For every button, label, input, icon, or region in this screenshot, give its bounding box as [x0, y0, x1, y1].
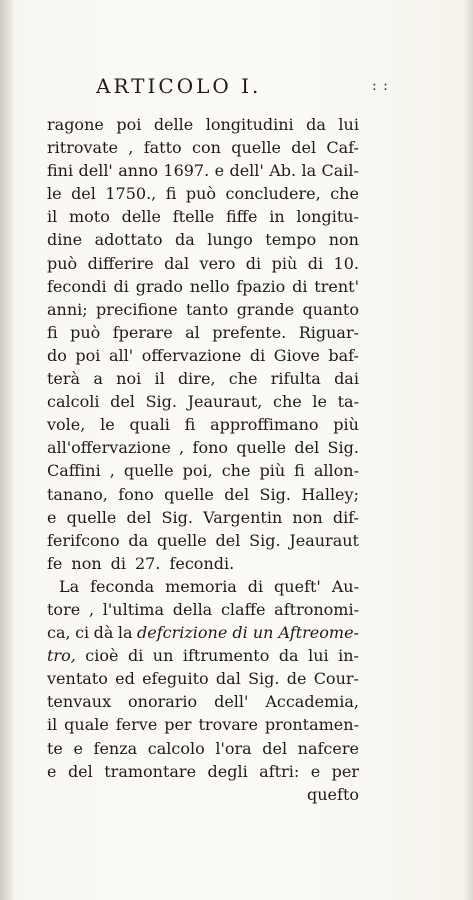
word: Ab.	[269, 161, 297, 181]
word: del	[224, 484, 250, 504]
word: più	[333, 415, 359, 435]
word: dal	[164, 253, 190, 273]
text-line	[47, 459, 359, 482]
word: la	[301, 161, 317, 181]
text-line	[47, 228, 359, 251]
word: vero	[199, 253, 236, 273]
word: ,	[88, 599, 95, 619]
word: fi	[294, 461, 305, 481]
word: longitudini	[205, 115, 294, 134]
word: lui	[308, 646, 329, 666]
word: trovare	[198, 715, 258, 735]
word: può	[47, 253, 78, 273]
word: il	[47, 715, 58, 735]
word: delle	[153, 115, 194, 134]
word: nello	[189, 276, 230, 296]
word: all'offervazione	[47, 438, 171, 458]
word: Au-	[331, 576, 359, 596]
word: ci	[75, 623, 90, 643]
page-gutter-shadow	[0, 0, 14, 900]
word: fiffe	[226, 207, 258, 227]
word: del	[294, 438, 320, 458]
word: fe	[47, 553, 63, 573]
word: delle	[121, 207, 161, 227]
word: grado	[135, 276, 184, 296]
word: approffimano	[210, 415, 319, 435]
word: può	[70, 322, 101, 342]
word: Halley;	[301, 484, 359, 504]
word: baf-	[328, 345, 359, 365]
word: noi	[116, 369, 142, 389]
word: Sig.	[248, 669, 280, 689]
text-line	[47, 390, 359, 413]
word: dal	[215, 669, 241, 689]
word: calcolo	[147, 738, 205, 758]
word: le	[47, 184, 62, 204]
word: fatto	[143, 138, 182, 158]
catchword-line	[47, 783, 359, 806]
word: fenza	[93, 738, 138, 758]
word: dif-	[332, 507, 359, 527]
word: Sig.	[145, 392, 177, 412]
word: dà	[93, 623, 114, 643]
word: do	[47, 345, 67, 365]
word: longitu-	[296, 207, 359, 227]
word: e	[214, 161, 225, 181]
word: da	[174, 230, 195, 250]
word: quanto	[302, 299, 359, 319]
word: ritrovate	[47, 138, 118, 158]
word: non	[71, 553, 102, 573]
word: e	[73, 738, 83, 758]
word: tenvaux	[47, 692, 112, 712]
word: del	[291, 138, 317, 158]
word: fecondi	[47, 276, 107, 296]
catchword: quefto	[307, 784, 359, 804]
word: poi,	[182, 461, 213, 481]
word: più	[271, 253, 298, 273]
text-line	[47, 436, 359, 459]
word: lungo	[207, 230, 253, 250]
word: di	[113, 276, 129, 296]
word: quale	[64, 715, 109, 735]
word: lui	[338, 115, 359, 134]
word: prontamen-	[264, 715, 359, 735]
word: a	[93, 369, 103, 389]
word: Sig.	[327, 438, 359, 458]
word: terà	[47, 369, 81, 389]
word: che	[330, 184, 359, 204]
word: queft'	[274, 576, 321, 596]
text-line	[47, 506, 359, 529]
text-line	[47, 667, 359, 690]
word: La	[59, 576, 80, 596]
word: vole,	[47, 415, 86, 435]
word: calcoli	[47, 392, 100, 412]
word: e	[47, 761, 57, 781]
word: quelle	[164, 484, 214, 504]
word: ,	[109, 461, 115, 481]
word: Accademia,	[265, 692, 359, 712]
word: claffe	[220, 599, 266, 619]
word: quali	[129, 415, 170, 435]
word: per	[331, 761, 359, 781]
word: poi	[116, 115, 142, 134]
word: adottato	[94, 230, 163, 250]
text-line	[47, 182, 359, 205]
word: fono	[118, 484, 154, 504]
word: del	[126, 507, 152, 527]
word: ed	[115, 669, 135, 689]
word: non	[328, 230, 359, 250]
text-line	[47, 413, 359, 436]
text-line	[47, 575, 359, 598]
word: da	[128, 530, 149, 550]
word: del	[262, 738, 288, 758]
word: in	[269, 207, 285, 227]
word: fecondi.	[169, 553, 235, 573]
word: fono	[192, 438, 229, 458]
word: anno	[118, 161, 158, 181]
word: per	[164, 715, 192, 735]
word: di	[307, 253, 324, 273]
word: non	[292, 507, 323, 527]
text-line	[47, 113, 359, 136]
word: può	[185, 184, 217, 204]
text-line	[47, 321, 359, 344]
word: di	[292, 276, 308, 296]
word: di	[245, 253, 262, 273]
corner-marks: : :	[372, 78, 389, 94]
word: ta-	[337, 392, 359, 412]
word: Giove	[273, 345, 320, 365]
word: il	[47, 207, 58, 227]
text-line	[47, 159, 359, 182]
word: l'ora	[215, 738, 252, 758]
word: di	[110, 553, 126, 573]
word: feconda	[90, 576, 155, 596]
word: aftri:	[259, 761, 300, 781]
word: quelle	[156, 530, 207, 550]
word: tanto	[185, 299, 229, 319]
word: Caffini	[47, 461, 101, 481]
word: Cail-	[321, 161, 359, 181]
word: di	[247, 576, 264, 596]
word: all'	[108, 345, 134, 365]
word: quelle	[236, 438, 287, 458]
word: la	[117, 623, 133, 643]
word: dell'	[78, 161, 113, 181]
word: più	[259, 461, 286, 481]
word: nafcere	[297, 738, 359, 758]
word: concludere,	[225, 184, 321, 204]
word: offervazione	[141, 345, 242, 365]
word: le	[100, 415, 115, 435]
word: trent'	[314, 276, 359, 296]
word: dell'	[229, 161, 264, 181]
word: dire,	[177, 369, 216, 389]
word: fpazio	[236, 276, 286, 296]
page-edge-shadow	[463, 0, 473, 900]
word: de	[286, 669, 307, 689]
word: del	[110, 392, 135, 412]
word: dine	[47, 230, 83, 250]
word: e	[47, 507, 57, 527]
word: ftelle	[172, 207, 215, 227]
word: del	[215, 530, 241, 550]
paragraph-2	[47, 575, 359, 783]
running-head: ARTICOLO I.	[96, 74, 262, 98]
word: allon-	[313, 461, 359, 481]
body-text	[47, 113, 359, 806]
word: di	[127, 646, 144, 666]
word: fi	[184, 415, 196, 435]
word: te	[47, 738, 63, 758]
word: aftronomi-	[274, 599, 359, 619]
word: quelle	[123, 461, 174, 481]
text-line	[47, 252, 359, 275]
word: fi	[165, 184, 177, 204]
word: Sig.	[161, 507, 193, 527]
text-line	[47, 690, 359, 713]
word: le	[312, 392, 327, 412]
word: 10.	[333, 253, 359, 273]
word: memoria	[165, 576, 237, 596]
word: degli	[207, 761, 248, 781]
word: il	[154, 369, 165, 389]
word: ferifcono	[47, 530, 120, 550]
word: del	[71, 184, 96, 204]
word: precifione	[96, 299, 178, 319]
text-line	[47, 298, 359, 321]
word: Vargentin	[203, 507, 283, 527]
word: che	[228, 369, 258, 389]
word: ,	[179, 438, 185, 458]
text-line	[47, 205, 359, 228]
text-line	[47, 483, 359, 506]
word: defcrizione di un Aftreome-	[136, 623, 359, 643]
word: un	[152, 646, 174, 666]
word: da	[278, 646, 299, 666]
word: dai	[334, 369, 359, 389]
word: quelle	[231, 138, 281, 158]
text-line	[47, 529, 359, 552]
word: con	[191, 138, 221, 158]
text-line	[47, 136, 359, 159]
text-line	[47, 598, 359, 621]
word: 27.	[135, 553, 161, 573]
word: Jeauraut	[289, 530, 359, 550]
word: di	[249, 345, 266, 365]
word: tramontare	[104, 761, 197, 781]
word: ragone	[47, 115, 104, 134]
word: anni;	[47, 299, 88, 319]
text-line	[47, 344, 359, 367]
word: prefente.	[212, 322, 287, 342]
text-line	[47, 644, 359, 667]
word: efeguito	[142, 669, 209, 689]
text-line	[47, 621, 359, 644]
word: ferve	[115, 715, 158, 735]
word: 1697.	[163, 161, 210, 181]
word: cioè	[85, 646, 119, 666]
word: in-	[338, 646, 359, 666]
word: tempo	[265, 230, 317, 250]
word: Riguar-	[298, 322, 359, 342]
word: da	[306, 115, 326, 134]
word: poi	[75, 345, 101, 365]
word: della	[172, 599, 213, 619]
word: tanano,	[47, 484, 108, 504]
word: tore	[47, 599, 81, 619]
word: al	[185, 322, 200, 342]
word: Cour-	[313, 669, 359, 689]
word: ventato	[47, 669, 108, 689]
word: che	[272, 392, 302, 412]
word: Jeauraut,	[187, 392, 263, 412]
word: del	[67, 761, 93, 781]
word: dell'	[214, 692, 249, 712]
word: onorario	[128, 692, 198, 712]
word: tro,	[47, 646, 76, 666]
word: fperare	[112, 322, 173, 342]
word: ,	[128, 138, 134, 158]
word: fi	[47, 322, 58, 342]
word: e	[310, 761, 321, 781]
word: grande	[236, 299, 295, 319]
text-line	[47, 552, 359, 575]
paragraph-1	[47, 113, 359, 575]
word: Sig.	[249, 530, 281, 550]
text-line	[47, 760, 359, 783]
word: che	[221, 461, 251, 481]
word: quelle	[66, 507, 117, 527]
word: rifulta	[270, 369, 321, 389]
word: iftrumento	[182, 646, 270, 666]
word: ca,	[47, 623, 71, 643]
text-line	[47, 713, 359, 736]
word: Caf-	[326, 138, 359, 158]
text-line	[47, 367, 359, 390]
word: Sig.	[259, 484, 291, 504]
text-line	[47, 737, 359, 760]
word: l'ultima	[102, 599, 164, 619]
word: fini	[47, 161, 74, 181]
text-line	[47, 275, 359, 298]
word: differire	[87, 253, 154, 273]
word: moto	[68, 207, 110, 227]
word: 1750.,	[105, 184, 157, 204]
